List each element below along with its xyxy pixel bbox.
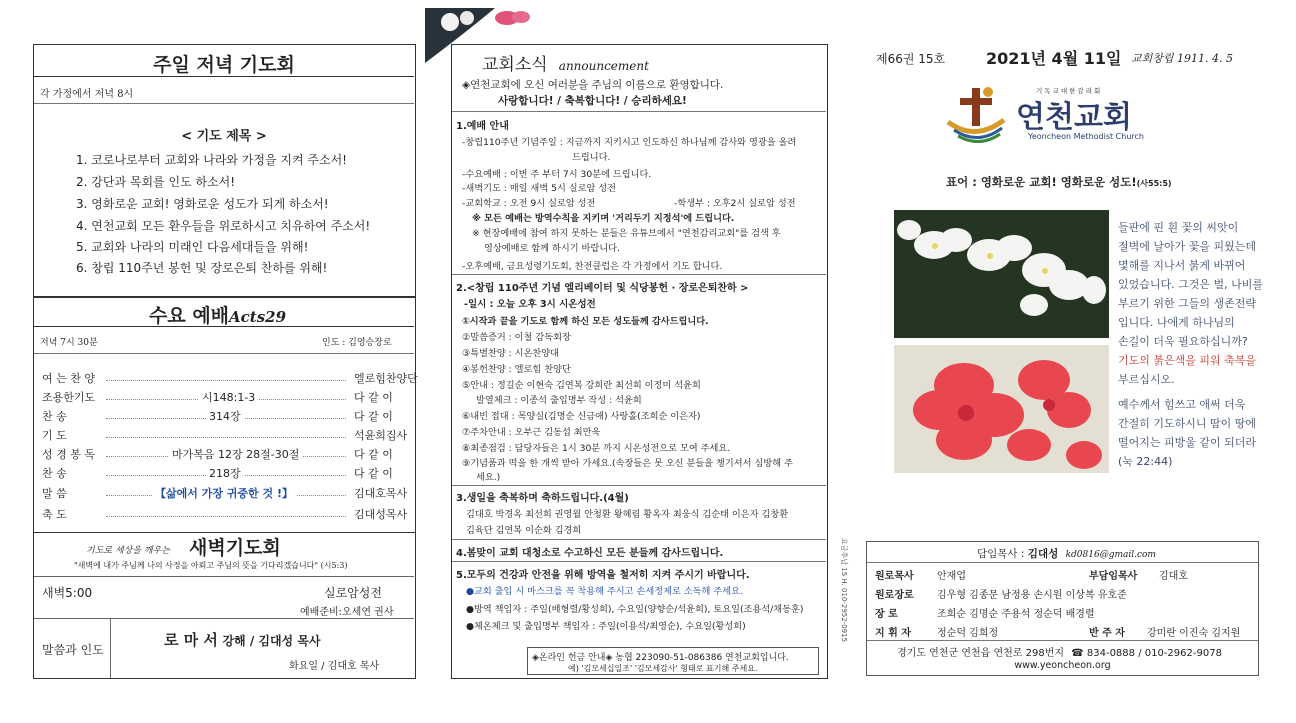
order-right: 다 같 이 bbox=[354, 448, 393, 461]
list-item: 6. 창립 110주년 봉헌 및 장로은퇴 찬하를 위해! bbox=[76, 261, 328, 275]
sermon-title: 【삶에서 가장 귀중한 것 !】 bbox=[152, 485, 296, 501]
news-title: 교회소식 announcement bbox=[482, 55, 649, 75]
cross-logo-icon bbox=[940, 82, 1010, 148]
dawn-verse: "새벽에 내가 주님께 나의 사정을 아뢰고 주님의 뜻을 기다리겠습니다" (시5:3) bbox=[74, 561, 348, 570]
news-line: ③특별찬양 : 시온찬양대 bbox=[462, 348, 560, 359]
news-line: ②말씀증거 : 이철 감독회장 bbox=[462, 332, 571, 343]
order-key: 조용한기도 bbox=[42, 391, 96, 404]
wednesday-worship-panel bbox=[33, 297, 416, 533]
birthday-names: 김대호 박경옥 최선희 권영월 안청환 왕혜림 황옥자 최웅식 김순태 이은자 김창환 bbox=[466, 509, 789, 520]
order-value: 마가복음 12장 28절-30절 bbox=[169, 446, 302, 462]
list-item: 1. 코로나로부터 교회와 나라와 가정을 지켜 주소서! bbox=[76, 153, 347, 167]
list-item: 4. 연천교회 모든 환우들을 위로하시고 치유하여 주소서! bbox=[76, 219, 371, 233]
news-line: ●교회 출입 시 마스크를 꼭 착용해 주시고 손세정제로 소독해 주세요. bbox=[466, 586, 743, 597]
order-right: 다 같 이 bbox=[354, 467, 393, 480]
news-line: ※ 모든 예배는 방역수칙을 지키며 '거리두기 지정석'에 드립니다. bbox=[472, 213, 735, 224]
order-key: 축 도 bbox=[42, 508, 67, 521]
order-key: 여 는 찬 양 bbox=[42, 372, 95, 385]
news-line: ⑥내빈 접대 : 목양실(김명순 신금애) 사랑홀(조희순 이은자) bbox=[462, 411, 701, 422]
news-line: ⑤안내 : 정길순 이현숙 김연복 강희란 최선희 이정미 석윤희 bbox=[462, 380, 701, 391]
order-key: 찬 송 bbox=[42, 467, 67, 480]
news-line: ⑨기념품과 떡을 한 개씩 받아 가세요.(속장들은 못 오신 분들을 챙기셔서 심방해 주 bbox=[462, 458, 793, 469]
order-right: 김대성목사 bbox=[354, 508, 408, 521]
evening-subtitle: 각 가정에서 저녁 8시 bbox=[40, 89, 134, 100]
news-line: -오후예배, 금요성령기도회, 찬전클럽은 각 가정에서 기도 합니다. bbox=[462, 261, 723, 272]
welcome-blessing: 사랑합니다! / 축복합니다! / 승리하세요! bbox=[498, 95, 687, 107]
online-offering-box: ◈온라인 헌금 안내◈ 농협 223090-51-086386 연천교회입니다. 예) '김모세십일조' '김모세감사' 형태로 표기해 주세요. bbox=[527, 647, 819, 675]
dawn-place: 실로암성전 bbox=[324, 586, 382, 600]
wed-time: 저녁 7시 30분 bbox=[40, 338, 98, 348]
news-line: -교회학교 : 오전 9시 실로암 성전 bbox=[462, 198, 596, 209]
church-website: www.yeoncheon.org bbox=[1014, 660, 1111, 671]
news-line: ●방역 책임자 : 주일(배형렬/황성희), 수요일(양향순/석윤희), 토요일(조용석/채동훈) bbox=[466, 604, 804, 615]
news-line: ●체온체크 및 출입명부 책임자 : 주일(이용석/최영순), 수요일(황성희) bbox=[466, 621, 746, 632]
evening-prayer-panel bbox=[33, 44, 416, 297]
list-item: 5. 교회와 나라의 미래인 다음세대들을 위해! bbox=[76, 240, 309, 254]
news-line: ⑧최종점검 : 담당자들은 1시 30분 까지 시온성전으로 모여 주세요. bbox=[462, 443, 731, 454]
dawn-prayer-panel bbox=[33, 533, 416, 679]
order-key: 말 씀 bbox=[42, 487, 67, 500]
news-line: ④봉헌찬양 : 엘로힘 찬양단 bbox=[462, 364, 571, 375]
order-right: 다 같 이 bbox=[354, 410, 393, 423]
news-line: 영상예배로 함께 하시기 바랍니다. bbox=[484, 243, 620, 254]
white-orchid-image bbox=[894, 210, 1109, 338]
church-address: 경기도 연천군 연천읍 연천로 298번지 ☎ 834-0888 / 010-2962-9078 bbox=[897, 648, 1222, 659]
wed-title: 수요 예배Acts29 bbox=[149, 305, 287, 327]
dawn-label: 말씀과 인도 bbox=[42, 643, 104, 657]
section-worship: 1.예배 안내 bbox=[456, 121, 509, 132]
meditation-text: 들판에 핀 흰 꽃의 씨앗이 절벽에 날아가 꽃을 피웠는데 몇해를 지나서 붉게 바뀌어 있었습니다. 그것은 벌, 나비를 부르기 위한 그들의 생존전략 입니다. 나에게 하나님의 손길이 더욱 필요하십니까? 기도의 붉은색을 피워 축복을 부르십시오. 예수께서 힘쓰고 애써 더욱 간절히 기도하시니 땀이 땅에 떨어지는 피방울 같이 되더라 (눅 22:44) bbox=[1118, 221, 1263, 468]
staff-panel: 담임목사 : 김대성 kd0816@gmail.com 원로목사 안재업 부담임목사 김대호 원로장로 김우형 김종문 남정용 손시원 이상복 유호준 장 로 조희순 김명순 주용석 정순덕 배경렬 지 휘 자 정순덕 김희정 반 주 자 강미란 이진숙 김지원 경기도 연천군 연천읍 연천로 298번지 ☎ 834-0888 / 010-2962-9078 www.yeoncheon.org bbox=[866, 541, 1259, 676]
order-right: 석윤희집사 bbox=[354, 429, 408, 442]
dawn-title: 새벽기도회 bbox=[189, 537, 281, 559]
senior-pastor: 담임목사 : 김대성 kd0816@gmail.com bbox=[977, 548, 1156, 560]
church-logo: 기독교대한감리회 연천교회 Yeoncheon Methodist Church bbox=[940, 82, 1180, 148]
birthday-names: 김육단 김연복 이순화 김경희 bbox=[466, 525, 582, 536]
order-key: 찬 송 bbox=[42, 410, 67, 423]
dawn-preacher: 로 마 서 강해 / 김대성 목사 bbox=[164, 631, 321, 649]
news-line: ⑦주차안내 : 오부근 김동섭 최만욱 bbox=[462, 427, 601, 438]
news-line: ※ 현장예배에 참여 하지 못하는 분들은 유튜브에서 "연천감리교회"를 검색 후 bbox=[472, 228, 781, 239]
order-value: 218장 bbox=[206, 465, 244, 481]
section-quarantine: 5.모두의 건강과 안전을 위해 방역을 철저히 지켜 주시기 바랍니다. bbox=[456, 570, 750, 581]
news-line: -학생부 : 오후2시 실로암 성전 bbox=[674, 198, 796, 209]
order-value: 314장 bbox=[206, 408, 244, 424]
news-line: -창립110주년 기념주일 : 지금까지 지키시고 인도하신 하나님께 감사와 영광을 올려 bbox=[462, 137, 797, 148]
founded: 교회창립 1911. 4. 5 bbox=[1131, 52, 1233, 65]
wed-leader: 인도 : 김영승장로 bbox=[322, 338, 392, 348]
dawn-tuesday: 화요일 / 김대호 목사 bbox=[289, 661, 380, 672]
news-line: -수요예배 : 이번 주 부터 7시 30분에 드립니다. bbox=[462, 169, 652, 180]
dawn-small: 기도로 세상을 깨우는 bbox=[86, 546, 170, 556]
motto: 표어 : 영화로운 교회! 영화로운 성도!(사55:5) bbox=[946, 175, 1172, 189]
list-item: 2. 강단과 목회를 인도 하소서! bbox=[76, 175, 236, 189]
welcome-line: ◈연천교회에 오신 여러분을 주님의 이름으로 환영합니다. bbox=[462, 79, 724, 91]
order-right: 김대호목사 bbox=[354, 487, 408, 500]
news-line: ①시작과 끝을 기도로 함께 하신 모든 성도들께 감사드립니다. bbox=[462, 316, 709, 327]
section-cleaning: 4.봄맞이 교회 대청소로 수고하신 모든 분들께 감사드립니다. bbox=[456, 548, 724, 559]
dawn-prep: 예배준비:오세연 권사 bbox=[300, 607, 394, 618]
order-right: 다 같 이 bbox=[354, 391, 393, 404]
section-birthday: 3.생일을 축복하며 축하드립니다.(4월) bbox=[456, 493, 629, 504]
order-key: 성 경 봉 독 bbox=[42, 448, 95, 461]
dawn-time: 새벽5:00 bbox=[42, 586, 93, 600]
issue-date: 2021년 4월 11일 bbox=[986, 49, 1122, 68]
news-line: 발열체크 : 이종석 출입명부 작성 : 석윤희 bbox=[476, 395, 642, 406]
order-key: 기 도 bbox=[42, 429, 67, 442]
masthead bbox=[866, 40, 1262, 200]
prayer-heading: < 기도 제목 > bbox=[181, 129, 267, 144]
section-anniversary: 2.<창립 110주년 기념 엘리베이터 및 식당봉헌 · 장로은퇴찬하 > bbox=[456, 283, 749, 294]
pink-orchid-image bbox=[894, 345, 1109, 473]
evening-title: 주일 저녁 기도회 bbox=[153, 54, 295, 76]
anniversary-time: -일시 : 오늘 오후 3시 시온성전 bbox=[464, 299, 596, 310]
order-value: 시148:1-3 bbox=[199, 389, 258, 405]
news-line: 드립니다. bbox=[572, 152, 611, 163]
announcement-panel bbox=[451, 44, 828, 679]
news-line: 세요.) bbox=[476, 472, 501, 483]
volume: 제66권 15호 bbox=[876, 52, 946, 66]
order-right: 엘로힘찬양단 bbox=[354, 372, 418, 385]
news-line: -새벽기도 : 매일 새벽 5시 실로암 성전 bbox=[462, 183, 617, 194]
list-item: 3. 영화로운 교회! 영화로운 성도가 되게 하소서! bbox=[76, 197, 329, 211]
side-note: 요금후납 15 H. 010-2952-0915 bbox=[840, 538, 848, 643]
